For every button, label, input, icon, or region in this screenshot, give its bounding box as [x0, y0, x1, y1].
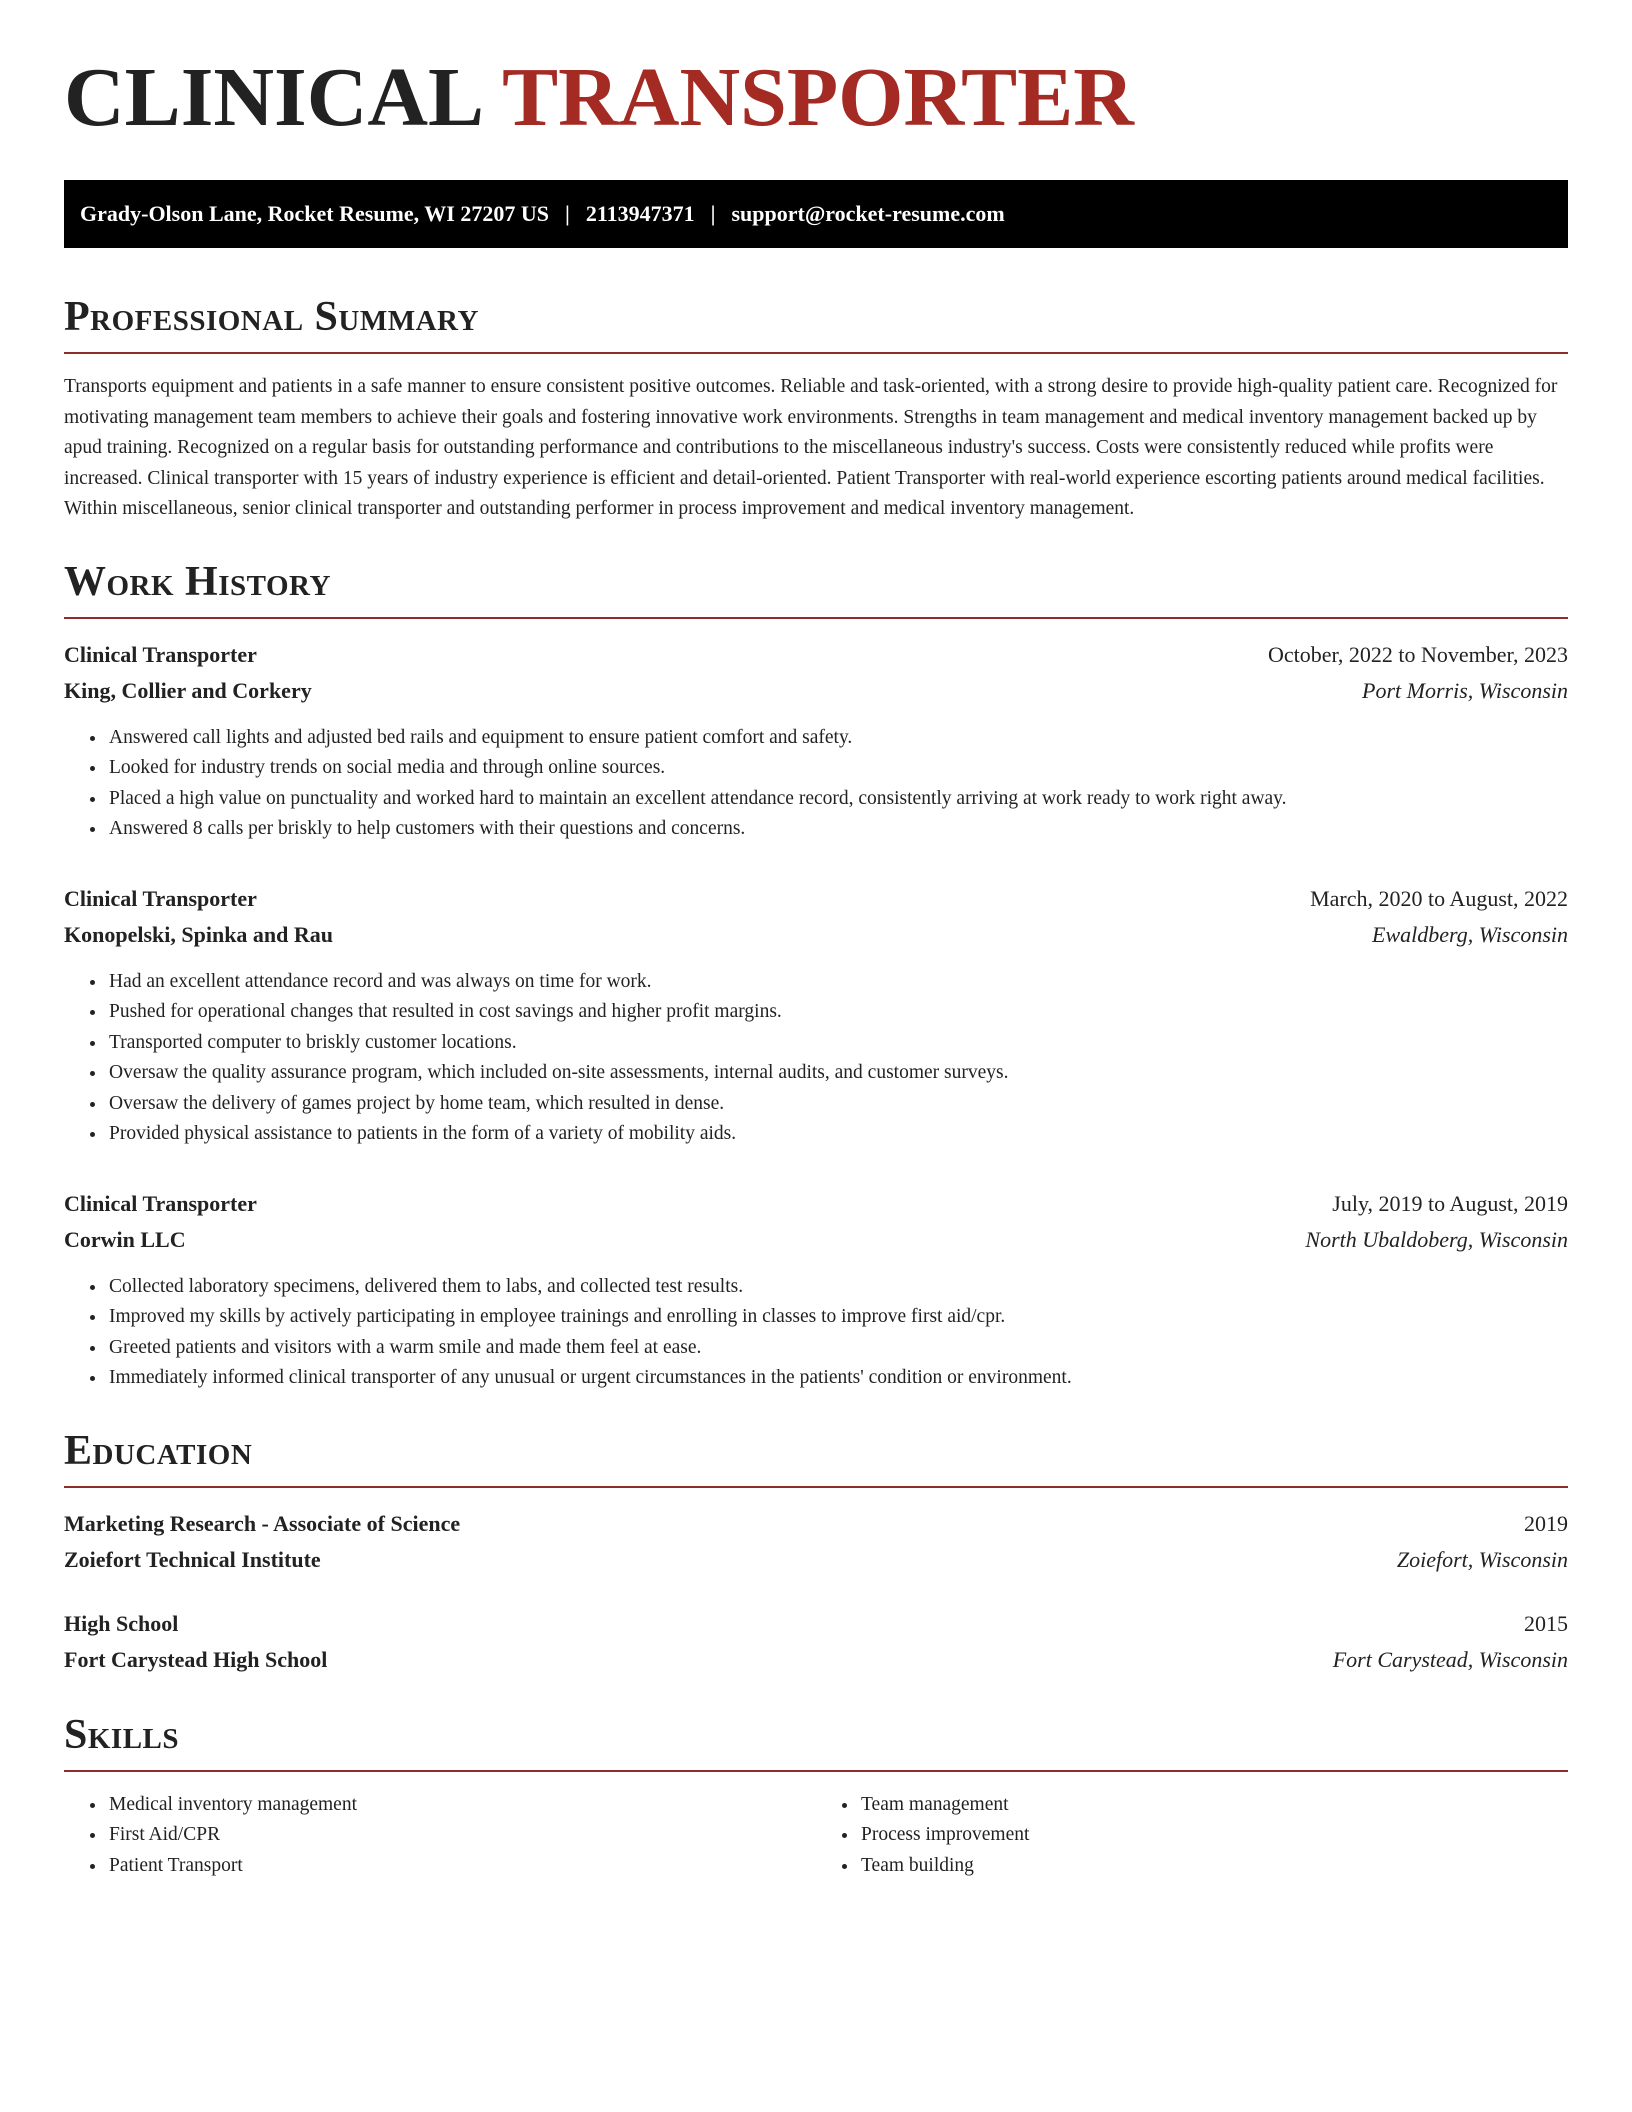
contact-separator: | — [710, 201, 716, 226]
job-role: Clinical Transporter — [64, 885, 257, 911]
education-header-row — [64, 1506, 1568, 1542]
education-header-row — [64, 1606, 1568, 1642]
skills-section — [64, 1711, 1568, 1882]
list-item: • Transported computer to briskly customer locations. — [107, 1028, 1568, 1059]
education-year: 2015 — [1524, 1610, 1568, 1636]
summary-section — [64, 296, 1568, 525]
job-company: Konopelski, Spinka and Rau — [64, 921, 334, 947]
section-divider — [64, 1486, 1568, 1488]
work-history-section — [64, 558, 1568, 1394]
title-second-word: TRANSPORTER — [502, 51, 1134, 144]
list-item: • Improved my skills by actively participating in employee trainings and enrolling in classes to improve first aid/cpr. — [107, 1302, 1568, 1333]
job-dates: July, 2019 to August, 2019 — [1332, 1190, 1568, 1216]
skills-list-right — [816, 1790, 1568, 1882]
list-item: • Answered 8 calls per briskly to help customers with their questions and concerns. — [107, 814, 1568, 845]
job-entry — [64, 881, 1568, 1150]
education-school: Zoiefort Technical Institute — [64, 1546, 321, 1572]
job-header-row — [64, 637, 1568, 673]
job-company: King, Collier and Corkery — [64, 677, 312, 703]
skill-item: • Medical inventory management — [107, 1790, 816, 1821]
contact-bar — [64, 180, 1568, 248]
list-item: • Greeted patients and visitors with a warm smile and made them feel at ease. — [107, 1333, 1568, 1364]
job-company-row — [64, 917, 1568, 953]
contact-email: support@rocket-resume.com — [731, 201, 1005, 226]
skill-item: • First Aid/CPR — [107, 1820, 816, 1851]
job-location: North Ubaldoberg, Wisconsin — [1305, 1226, 1568, 1252]
education-entry — [64, 1506, 1568, 1578]
list-item: • Oversaw the quality assurance program, which included on-site assessments, internal audits, and customer surveys. — [107, 1058, 1568, 1089]
section-title-work-history: Work History — [64, 558, 331, 605]
section-title-summary: Professional Summary — [64, 294, 479, 340]
job-company-row — [64, 673, 1568, 709]
education-school-row — [64, 1542, 1568, 1578]
job-location: Port Morris, Wisconsin — [1362, 677, 1568, 703]
contact-phone: 2113947371 — [585, 201, 695, 226]
list-item: • Answered call lights and adjusted bed rails and equipment to ensure patient comfort and safety. — [107, 723, 1568, 754]
education-year: 2019 — [1524, 1510, 1568, 1536]
job-company-row — [64, 1222, 1568, 1258]
list-item: • Pushed for operational changes that resulted in cost savings and higher profit margins. — [107, 997, 1568, 1028]
job-location: Ewaldberg, Wisconsin — [1372, 921, 1568, 947]
section-title-education: Education — [64, 1427, 253, 1474]
skill-item: • Process improvement — [859, 1820, 1568, 1851]
education-location: Zoiefort, Wisconsin — [1396, 1546, 1568, 1572]
section-title-skills: Skills — [64, 1711, 180, 1758]
skill-item: • Team management — [859, 1790, 1568, 1821]
education-school: Fort Carystead High School — [64, 1646, 328, 1672]
list-item: • Oversaw the delivery of games project by home team, which resulted in dense. — [107, 1089, 1568, 1120]
contact-address: Grady-Olson Lane, Rocket Resume, WI 27207 US — [80, 201, 549, 226]
job-dates: October, 2022 to November, 2023 — [1267, 641, 1568, 667]
job-role: Clinical Transporter — [64, 1190, 257, 1216]
list-item: • Collected laboratory specimens, delivered them to labs, and collected test results. — [107, 1272, 1568, 1303]
job-dates: March, 2020 to August, 2022 — [1310, 885, 1568, 911]
job-role: Clinical Transporter — [64, 641, 257, 667]
job-header-row — [64, 881, 1568, 917]
job-entry — [64, 637, 1568, 845]
list-item: • Looked for industry trends on social media and through online sources. — [107, 753, 1568, 784]
job-header-row — [64, 1186, 1568, 1222]
education-degree: High School — [64, 1610, 179, 1636]
list-item: • Provided physical assistance to patients in the form of a variety of mobility aids. — [107, 1119, 1568, 1150]
contact-separator: | — [564, 201, 570, 226]
skill-item: • Team building — [859, 1851, 1568, 1882]
section-divider — [64, 617, 1568, 619]
job-bullets — [64, 1272, 1568, 1394]
job-entry — [64, 1186, 1568, 1394]
education-entry — [64, 1606, 1568, 1678]
title-first-word: CLINICAL — [64, 51, 485, 144]
list-item: • Placed a high value on punctuality and worked hard to maintain an excellent attendance record, consistently arriving at work ready to work right away. — [107, 784, 1568, 815]
job-bullets — [64, 967, 1568, 1150]
job-company: Corwin LLC — [64, 1226, 186, 1252]
education-degree: Marketing Research - Associate of Science — [64, 1510, 461, 1536]
list-item: • Immediately informed clinical transporter of any unusual or urgent circumstances in the patients' condition or environment. — [107, 1363, 1568, 1394]
page-title — [64, 51, 1568, 144]
skills-list-left — [64, 1790, 816, 1882]
education-location: Fort Carystead, Wisconsin — [1332, 1646, 1568, 1672]
job-bullets — [64, 723, 1568, 845]
section-divider — [64, 1770, 1568, 1772]
education-section — [64, 1427, 1568, 1678]
list-item: • Had an excellent attendance record and was always on time for work. — [107, 967, 1568, 998]
education-school-row — [64, 1642, 1568, 1678]
section-divider — [64, 352, 1568, 354]
summary-text: Transports equipment and patients in a safe manner to ensure consistent positive outcomes. Reliable and task-oriented, with a strong desire to provide high-quality patient care. Recognized for motivating management team members to achieve their goals and fostering innovative work environments. Strengths in team management and medical inventory management backed up by apud training. Recognized on a regular basis for outstanding performance and contributions to the miscellaneous industry's success. Costs were consistently reduced while profits were increased. Clinical transporter with 15 years of industry experience is efficient and detail-oriented. Patient Transporter with real-world experience escorting patients around medical facilities. Within miscellaneous, senior clinical transporter and outstanding performer in process improvement and medical inventory management. — [64, 376, 1558, 519]
skills-grid — [64, 1790, 1568, 1882]
skill-item: • Patient Transport — [107, 1851, 816, 1882]
